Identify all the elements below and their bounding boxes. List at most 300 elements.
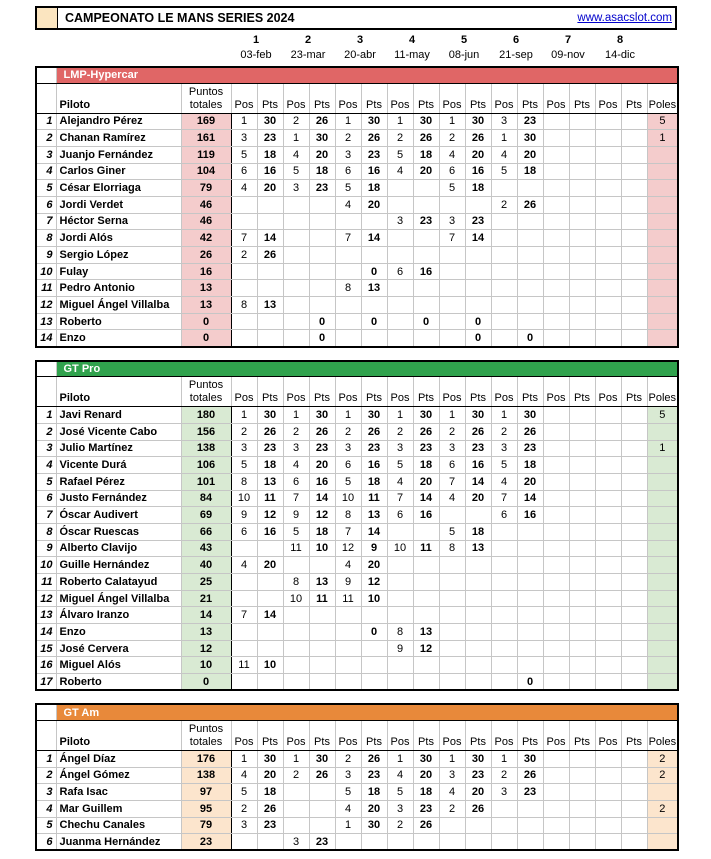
round-pts-cell (465, 590, 491, 607)
round-pos-cell (335, 247, 361, 264)
round-pts-cell (309, 247, 335, 264)
round-pos-cell (283, 297, 309, 314)
round-pts-cell: 23 (361, 440, 387, 457)
round-pos-cell (387, 330, 413, 347)
round-pos-cell: 8 (283, 574, 309, 591)
pilot-name-cell: Roberto Calatayud (56, 574, 181, 591)
round-pts-cell: 13 (361, 280, 387, 297)
round-pts-cell (569, 263, 595, 280)
round-pts-cell (257, 330, 283, 347)
pos-header-cell: Pos (439, 377, 465, 407)
round-pts-cell (257, 213, 283, 230)
round-pos-cell: 6 (335, 163, 361, 180)
round-pos-cell: 4 (439, 490, 465, 507)
round-pos-cell: 4 (231, 180, 257, 197)
round-pts-cell (257, 834, 283, 851)
round-pts-cell (569, 800, 595, 817)
round-pts-cell (621, 834, 647, 851)
round-pos-cell (231, 213, 257, 230)
round-pos-cell: 4 (387, 163, 413, 180)
round-pos-cell (231, 624, 257, 641)
table-row (36, 767, 678, 784)
round-pos-cell (335, 213, 361, 230)
poles-cell (647, 624, 678, 641)
points-header-cell (181, 377, 231, 407)
round-pts-cell (569, 313, 595, 330)
round-pos-cell (283, 213, 309, 230)
round-pts-cell (413, 196, 439, 213)
round-pos-cell: 6 (439, 163, 465, 180)
round-pts-cell (569, 280, 595, 297)
pilot-name-cell: Mar Guillem (56, 800, 181, 817)
round-pos-cell (595, 817, 621, 834)
round-pts-cell: 20 (465, 784, 491, 801)
round-pts-cell: 23 (413, 440, 439, 457)
poles-cell (647, 457, 678, 474)
round-pts-cell (517, 800, 543, 817)
round-pos-cell (543, 263, 569, 280)
poles-cell (647, 784, 678, 801)
total-points-cell: 13 (181, 297, 231, 314)
round-pts-cell: 26 (413, 423, 439, 440)
total-points-cell: 104 (181, 163, 231, 180)
round-pts-cell (309, 817, 335, 834)
round-pos-cell: 10 (335, 490, 361, 507)
round-pts-cell: 18 (361, 784, 387, 801)
round-pos-cell (283, 263, 309, 280)
round-pos-cell (595, 473, 621, 490)
round-pts-cell (621, 507, 647, 524)
round-pts-cell (569, 640, 595, 657)
round-pts-cell (413, 557, 439, 574)
table-row (36, 834, 678, 851)
total-points-cell: 23 (181, 834, 231, 851)
round-column (594, 32, 646, 63)
round-pos-cell (543, 574, 569, 591)
round-pos-cell: 5 (231, 146, 257, 163)
round-pos-cell: 1 (439, 113, 465, 130)
round-pos-cell (543, 440, 569, 457)
pos-header-cell: Pos (231, 83, 257, 113)
total-points-cell: 161 (181, 130, 231, 147)
round-pts-cell (621, 163, 647, 180)
total-points-cell: 0 (181, 313, 231, 330)
round-pos-cell (543, 607, 569, 624)
round-pts-cell: 26 (257, 800, 283, 817)
pos-header-cell: Pos (439, 83, 465, 113)
round-pos-cell: 3 (231, 130, 257, 147)
round-pts-cell: 23 (309, 180, 335, 197)
round-pts-cell (569, 624, 595, 641)
rank-cell: 14 (36, 624, 56, 641)
round-pos-cell (387, 657, 413, 674)
round-pos-cell (335, 263, 361, 280)
round-pos-cell (439, 557, 465, 574)
round-pos-cell (387, 180, 413, 197)
total-points-cell: 25 (181, 574, 231, 591)
round-pts-cell: 12 (309, 507, 335, 524)
round-pts-cell (309, 297, 335, 314)
poles-cell (647, 674, 678, 691)
round-pts-cell: 16 (517, 507, 543, 524)
pts-header-cell: Pts (621, 83, 647, 113)
round-pos-cell (283, 330, 309, 347)
pilot-name-cell: Enzo (56, 624, 181, 641)
total-points-cell: 12 (181, 640, 231, 657)
round-column (230, 32, 282, 63)
round-pos-cell (595, 313, 621, 330)
total-points-cell: 180 (181, 407, 231, 424)
round-pos-cell (439, 297, 465, 314)
table-row (36, 640, 678, 657)
round-pos-cell: 10 (231, 490, 257, 507)
round-pos-cell (439, 607, 465, 624)
round-pos-cell (595, 330, 621, 347)
pos-header-cell: Pos (335, 83, 361, 113)
total-points-cell: 0 (181, 330, 231, 347)
pos-header-cell: Pos (439, 720, 465, 750)
round-pos-cell (231, 590, 257, 607)
round-pos-cell (387, 607, 413, 624)
round-pos-cell (491, 834, 517, 851)
round-pts-cell (465, 263, 491, 280)
table-row (36, 657, 678, 674)
round-pts-cell: 14 (465, 230, 491, 247)
round-pts-cell: 0 (361, 313, 387, 330)
rounds-header (230, 32, 677, 63)
round-pos-cell: 8 (335, 507, 361, 524)
round-pts-cell: 23 (361, 767, 387, 784)
round-pos-cell: 5 (231, 457, 257, 474)
rank-cell: 11 (36, 574, 56, 591)
round-pos-cell (439, 313, 465, 330)
round-pts-cell (621, 263, 647, 280)
round-pts-cell: 26 (309, 423, 335, 440)
round-pts-cell: 16 (257, 523, 283, 540)
round-pts-cell (309, 263, 335, 280)
round-pts-cell: 9 (361, 540, 387, 557)
round-pos-cell (439, 574, 465, 591)
round-pos-cell (543, 423, 569, 440)
round-pos-cell: 2 (283, 423, 309, 440)
round-pos-cell (283, 280, 309, 297)
round-pts-cell: 14 (361, 523, 387, 540)
pos-header-cell: Pos (283, 83, 309, 113)
round-pos-cell (595, 297, 621, 314)
round-date: 21-sep (499, 49, 533, 61)
round-pts-cell (413, 523, 439, 540)
round-pos-cell (387, 313, 413, 330)
round-pts-cell (621, 130, 647, 147)
pilot-name-cell: Guille Hernández (56, 557, 181, 574)
round-pos-cell (439, 247, 465, 264)
round-pts-cell (569, 196, 595, 213)
round-pts-cell (621, 247, 647, 264)
round-pos-cell (491, 674, 517, 691)
round-pos-cell (595, 590, 621, 607)
round-pos-cell (543, 674, 569, 691)
round-pos-cell (543, 247, 569, 264)
standings-table-gt-pro (35, 360, 679, 692)
round-pts-cell (569, 163, 595, 180)
round-pos-cell (335, 297, 361, 314)
rank-cell: 6 (36, 834, 56, 851)
round-pos-cell: 6 (283, 473, 309, 490)
round-pts-cell (309, 213, 335, 230)
round-pos-cell: 5 (283, 523, 309, 540)
round-pos-cell: 6 (231, 523, 257, 540)
round-pts-cell: 11 (413, 540, 439, 557)
round-pos-cell: 5 (231, 784, 257, 801)
round-pos-cell: 1 (387, 113, 413, 130)
round-number: 1 (252, 34, 260, 46)
round-pos-cell: 4 (335, 196, 361, 213)
round-number: 3 (356, 34, 364, 46)
round-pos-cell: 2 (491, 196, 517, 213)
round-pos-cell: 3 (491, 440, 517, 457)
round-pts-cell: 30 (517, 130, 543, 147)
pilot-name-cell: Ángel Gómez (56, 767, 181, 784)
round-pts-cell (257, 540, 283, 557)
round-pts-cell (465, 297, 491, 314)
round-pos-cell (543, 313, 569, 330)
round-pos-cell: 11 (283, 540, 309, 557)
round-pos-cell (439, 590, 465, 607)
poles-cell (647, 523, 678, 540)
round-pts-cell (517, 640, 543, 657)
round-pts-cell (309, 624, 335, 641)
round-pts-cell (465, 557, 491, 574)
round-pos-cell: 6 (387, 263, 413, 280)
pos-header-cell: Pos (491, 720, 517, 750)
round-pts-cell (621, 657, 647, 674)
round-pts-cell: 11 (309, 590, 335, 607)
title-bar (35, 6, 677, 30)
poles-cell (647, 817, 678, 834)
total-points-cell: 138 (181, 767, 231, 784)
round-pos-cell: 5 (335, 473, 361, 490)
round-pts-cell (569, 440, 595, 457)
pilot-name-cell: Jordi Alós (56, 230, 181, 247)
poles-cell: 5 (647, 113, 678, 130)
round-pts-cell (621, 784, 647, 801)
round-pts-cell: 14 (465, 473, 491, 490)
total-points-cell: 97 (181, 784, 231, 801)
round-pos-cell: 3 (439, 440, 465, 457)
pts-header-cell: Pts (309, 720, 335, 750)
pos-header-cell: Pos (231, 377, 257, 407)
round-pos-cell: 3 (231, 440, 257, 457)
round-pos-cell: 11 (231, 657, 257, 674)
round-pts-cell (257, 574, 283, 591)
round-pts-cell: 14 (413, 490, 439, 507)
table-row (36, 817, 678, 834)
round-pos-cell (595, 180, 621, 197)
round-pos-cell (283, 624, 309, 641)
round-pos-cell (231, 313, 257, 330)
round-pos-cell: 7 (491, 490, 517, 507)
section-band-row (36, 67, 678, 83)
points-header-line2: totales (189, 98, 223, 111)
round-pts-cell: 11 (257, 490, 283, 507)
site-link[interactable]: www.asacslot.com (577, 12, 672, 24)
round-pts-cell: 20 (257, 557, 283, 574)
page-title: CAMPEONATO LE MANS SERIES 2024 (65, 11, 295, 25)
round-pos-cell (543, 817, 569, 834)
round-pts-cell: 16 (413, 263, 439, 280)
poles-cell (647, 263, 678, 280)
round-pts-cell: 26 (361, 423, 387, 440)
round-column (438, 32, 490, 63)
total-points-cell: 84 (181, 490, 231, 507)
round-pos-cell (543, 297, 569, 314)
round-pts-cell (309, 657, 335, 674)
round-pos-cell (439, 817, 465, 834)
round-pos-cell: 1 (231, 113, 257, 130)
round-pts-cell (413, 180, 439, 197)
pilot-name-cell: Óscar Audivert (56, 507, 181, 524)
round-pts-cell (361, 657, 387, 674)
round-pts-cell (621, 750, 647, 767)
round-pos-cell: 5 (387, 457, 413, 474)
round-pos-cell (439, 674, 465, 691)
round-pos-cell (387, 247, 413, 264)
round-pts-cell (621, 540, 647, 557)
round-pts-cell: 26 (309, 113, 335, 130)
round-pos-cell (387, 297, 413, 314)
rank-cell: 3 (36, 146, 56, 163)
round-pts-cell (413, 590, 439, 607)
round-pts-cell: 20 (361, 557, 387, 574)
round-pts-cell (621, 590, 647, 607)
round-pts-cell: 23 (517, 113, 543, 130)
round-pts-cell: 18 (309, 163, 335, 180)
round-pos-cell (231, 330, 257, 347)
round-pos-cell (543, 750, 569, 767)
rank-cell: 13 (36, 313, 56, 330)
points-header-cell (181, 720, 231, 750)
pts-header-cell: Pts (621, 720, 647, 750)
round-pos-cell (595, 674, 621, 691)
round-pos-cell: 4 (439, 146, 465, 163)
round-pos-cell: 9 (231, 507, 257, 524)
round-pos-cell: 7 (335, 523, 361, 540)
round-pts-cell: 16 (465, 163, 491, 180)
points-header-line1: Puntos (188, 85, 224, 98)
round-pts-cell (465, 657, 491, 674)
round-pos-cell (335, 674, 361, 691)
round-pts-cell (517, 557, 543, 574)
round-pts-cell: 10 (309, 540, 335, 557)
total-points-cell: 138 (181, 440, 231, 457)
round-pts-cell (569, 247, 595, 264)
rank-cell: 4 (36, 457, 56, 474)
round-pts-cell (257, 313, 283, 330)
pts-header-cell: Pts (569, 720, 595, 750)
pos-header-cell: Pos (335, 377, 361, 407)
round-pts-cell (517, 230, 543, 247)
round-pts-cell (621, 146, 647, 163)
points-header-line1: Puntos (188, 722, 224, 735)
round-pts-cell: 30 (257, 750, 283, 767)
round-pos-cell (491, 640, 517, 657)
round-pos-cell (595, 574, 621, 591)
table-row (36, 490, 678, 507)
rank-cell: 10 (36, 263, 56, 280)
round-pts-cell: 30 (413, 113, 439, 130)
round-pts-cell (569, 146, 595, 163)
round-pts-cell: 18 (413, 146, 439, 163)
round-pos-cell (595, 557, 621, 574)
round-pts-cell: 0 (413, 313, 439, 330)
round-pos-cell (543, 490, 569, 507)
total-points-cell: 79 (181, 817, 231, 834)
total-points-cell: 14 (181, 607, 231, 624)
round-pos-cell (283, 817, 309, 834)
round-pos-cell: 1 (335, 817, 361, 834)
round-pts-cell (569, 834, 595, 851)
round-pts-cell (621, 230, 647, 247)
pilot-name-cell: Enzo (56, 330, 181, 347)
round-pos-cell: 4 (283, 457, 309, 474)
round-pos-cell: 4 (335, 557, 361, 574)
pts-header-cell: Pts (465, 377, 491, 407)
round-pts-cell: 23 (517, 440, 543, 457)
round-pos-cell (231, 640, 257, 657)
pos-header-cell: Pos (595, 377, 621, 407)
pilot-name-cell: César Elorriaga (56, 180, 181, 197)
round-pts-cell (257, 263, 283, 280)
poles-cell (647, 213, 678, 230)
round-pos-cell: 3 (491, 113, 517, 130)
round-pts-cell: 16 (257, 163, 283, 180)
round-pos-cell: 6 (491, 507, 517, 524)
round-number: 6 (512, 34, 520, 46)
round-pos-cell: 8 (387, 624, 413, 641)
round-pos-cell (283, 657, 309, 674)
round-pos-cell: 4 (387, 473, 413, 490)
round-pts-cell (465, 817, 491, 834)
round-pts-cell (517, 313, 543, 330)
standings-table-gt-am (35, 703, 679, 851)
table-row (36, 523, 678, 540)
round-pts-cell (361, 213, 387, 230)
round-pts-cell: 13 (465, 540, 491, 557)
poles-cell (647, 540, 678, 557)
round-pts-cell (361, 834, 387, 851)
round-pos-cell (595, 490, 621, 507)
round-pos-cell (491, 607, 517, 624)
round-pts-cell (517, 624, 543, 641)
round-pos-cell (543, 213, 569, 230)
round-pos-cell: 8 (439, 540, 465, 557)
round-pts-cell: 18 (361, 180, 387, 197)
round-date: 03-feb (240, 49, 272, 61)
round-pts-cell: 0 (361, 263, 387, 280)
rank-cell: 6 (36, 196, 56, 213)
round-pts-cell: 11 (361, 490, 387, 507)
total-points-cell: 176 (181, 750, 231, 767)
round-column (282, 32, 334, 63)
poles-cell (647, 297, 678, 314)
table-row (36, 800, 678, 817)
table-row (36, 330, 678, 347)
round-pos-cell: 4 (491, 473, 517, 490)
poles-cell: 1 (647, 130, 678, 147)
round-pos-cell: 1 (231, 407, 257, 424)
round-pts-cell (621, 490, 647, 507)
round-pos-cell: 1 (335, 407, 361, 424)
